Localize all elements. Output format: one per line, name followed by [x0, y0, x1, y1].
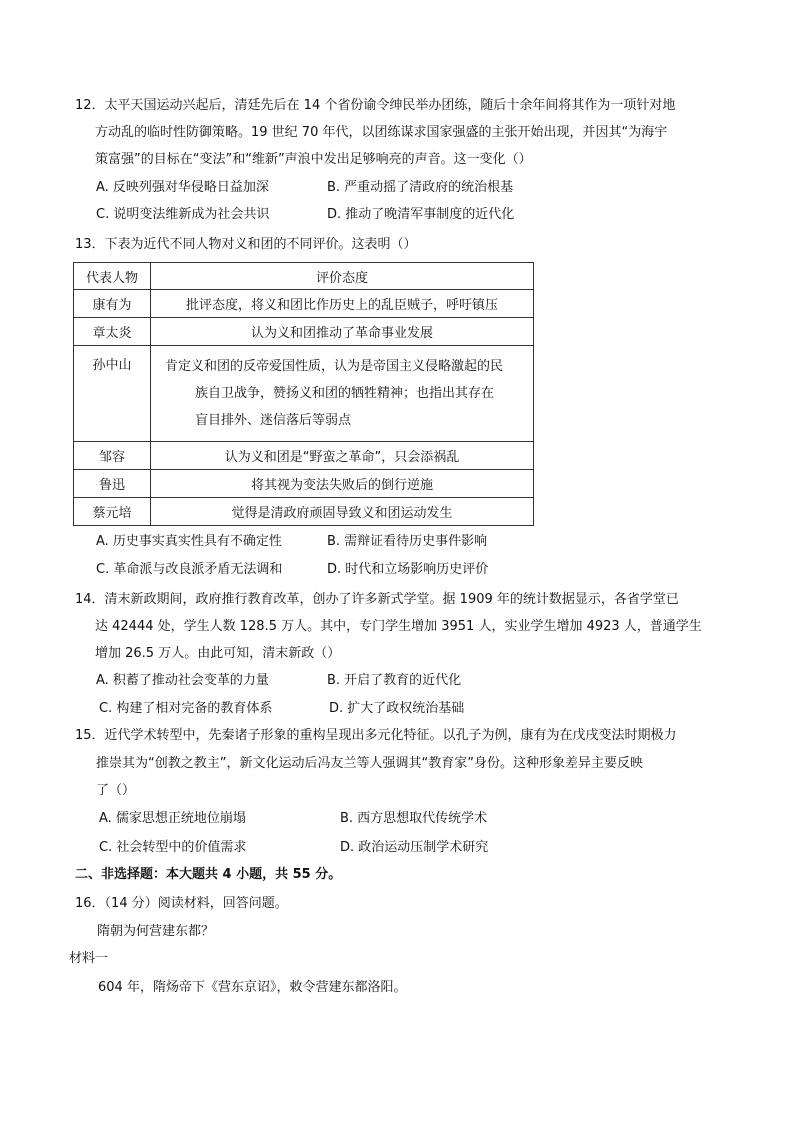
q16-material-label: 材料一 [69, 951, 109, 966]
section2-heading: 二、非选择题：本大题共 4 小题，共 55 分。 [75, 867, 342, 882]
row-person: 蔡元培 [74, 498, 151, 526]
table-header-row [74, 263, 534, 290]
q15-line3: 了（） [96, 783, 136, 798]
table-row [74, 346, 534, 442]
q15-line1: 15．近代学术转型中，先秦诸子形象的重构呈现出多元化特征。以孔子为例，康有为在戊戌变法时期极力 [75, 728, 677, 743]
q13-option-a: A. 历史事实真实性具有不确定性 [96, 534, 282, 549]
row-person: 章太炎 [74, 318, 151, 346]
q14-option-a: A. 积蓄了推动社会变革的力量 [96, 673, 269, 688]
row-attitude: 认为义和团推动了革命事业发展 [151, 318, 534, 346]
q15-option-b: B. 西方思想取代传统学术 [340, 811, 488, 826]
q12-line2: 方动乱的临时性防御策略。19 世纪 70 年代，以团练谋求国家强盛的主张开始出现，并因其“为海宇 [95, 125, 668, 140]
q16-material-text: 604 年，隋炀帝下《营东京诏》，敕令营建东都洛阳。 [98, 980, 407, 995]
table-row [74, 498, 534, 526]
q14-line3: 增加 26.5 万人。由此可知，清末新政（） [95, 646, 341, 661]
q14-line1: 14．清末新政期间，政府推行教育改革，创办了许多新式学堂。据 1909 年的统计数据显示，各省学堂已 [75, 592, 679, 607]
q15-line2: 推崇其为“创教之教主”，新文化运动后冯友兰等人强调其“教育家”身份。这种形象差异主要反映 [96, 756, 643, 771]
row-person: 孙中山 [74, 346, 151, 442]
q14-line2: 达 42444 处，学生人数 128.5 万人。其中，专门学生增加 3951 人，实业学生增加 4923 人，普通学生 [95, 619, 702, 634]
q13-option-b: B. 需辩证看待历史事件影响 [327, 534, 488, 549]
q12-line3: 策富强”的目标在“变法”和“维新”声浪中发出足够响亮的声音。这一变化（） [95, 152, 532, 167]
q12-line1: 12．太平天国运动兴起后，清廷先后在 14 个省份谕令绅民举办团练，随后十余年间将其作为一项针对地 [75, 98, 676, 113]
row-person: 邹容 [74, 442, 151, 470]
row-attitude: 批评态度，将义和团比作历史上的乱臣贼子，呼吁镇压 [151, 290, 534, 318]
q16-stem: 16．（14 分）阅读材料，回答问题。 [75, 896, 288, 911]
q14-option-b: B. 开启了教育的近代化 [327, 673, 462, 688]
row-attitude-line: 盲目排外、迷信落后等弱点 [195, 413, 352, 428]
q14-option-c: C. 构建了相对完备的教育体系 [99, 701, 273, 716]
q15-option-a: A. 儒家思想正统地位崩塌 [99, 811, 246, 826]
q13-option-c: C. 革命派与改良派矛盾无法调和 [96, 562, 283, 577]
q12-option-d: D. 推动了晚清军事制度的近代化 [327, 207, 515, 222]
table-row [74, 442, 534, 470]
row-attitude: 将其视为变法失败后的倒行逆施 [151, 470, 534, 498]
q16-subquestion: 隋朝为何营建东都？ [97, 924, 215, 939]
q13-stem: 13．下表为近代不同人物对义和团的不同评价。这表明（） [75, 237, 417, 252]
table-row [74, 290, 534, 318]
row-person: 鲁迅 [74, 470, 151, 498]
row-attitude-line: 族自卫战争，赞扬义和团的牺牲精神；也指出其存在 [195, 386, 495, 401]
q14-option-d: D. 扩大了政权统治基础 [329, 701, 465, 716]
q12-option-c: C. 说明变法维新成为社会共识 [96, 207, 270, 222]
row-attitude: 认为义和团是“野蛮之革命”，只会添祸乱 [151, 442, 534, 470]
row-attitude [151, 346, 534, 442]
row-attitude: 觉得是清政府顽固导致义和团运动发生 [151, 498, 534, 526]
q15-option-d: D. 政治运动压制学术研究 [340, 840, 489, 855]
evaluation-table [73, 262, 534, 526]
row-person: 康有为 [74, 290, 151, 318]
q15-option-c: C. 社会转型中的价值需求 [99, 840, 247, 855]
q12-option-b: B. 严重动摇了清政府的统治根基 [327, 180, 514, 195]
table-row [74, 470, 534, 498]
q12-option-a: A. 反映列强对华侵略日益加深 [96, 180, 269, 195]
row-attitude-line: 肯定义和团的反帝爱国性质，认为是帝国主义侵略激起的民 [165, 359, 504, 374]
table-row [74, 318, 534, 346]
header-person: 代表人物 [74, 263, 151, 290]
q13-option-d: D. 时代和立场影响历史评价 [327, 562, 489, 577]
header-attitude: 评价态度 [151, 263, 534, 290]
